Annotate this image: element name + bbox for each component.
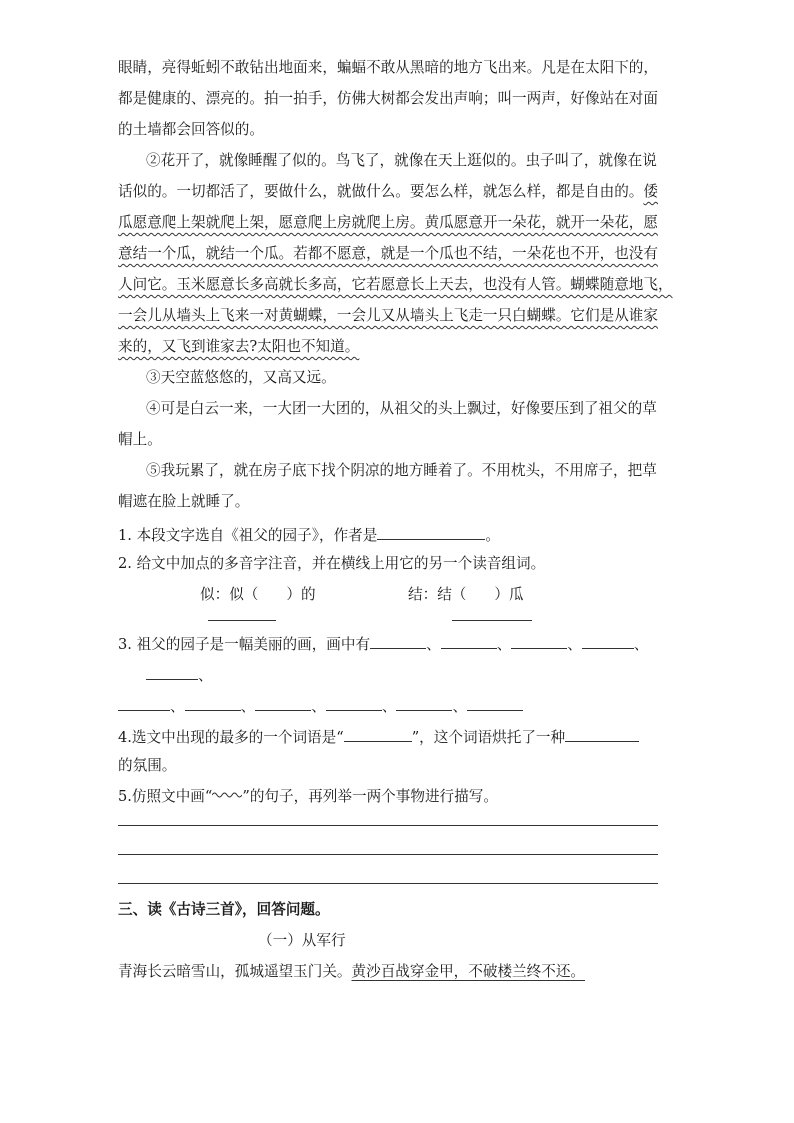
answer-blank[interactable] <box>255 694 311 711</box>
separator: 、 <box>452 698 468 715</box>
wavy-underlined-text: 倭 <box>643 183 658 200</box>
q2-left-end: ）的 <box>286 586 316 603</box>
separator: 、 <box>240 698 256 715</box>
answer-blank[interactable] <box>396 694 452 711</box>
answer-blank[interactable] <box>582 632 634 649</box>
answer-blank[interactable] <box>146 663 198 680</box>
question-2: 2. 给文中加点的多音字注音，并在横线上用它的另一个读音组词。 <box>118 555 546 572</box>
wavy-underlined-line: 瓜愿意爬上架就爬上架，愿意爬上房就爬上房。黄瓜愿意开一朵花，就开一朵花，愿 <box>118 214 658 231</box>
answer-blank[interactable] <box>344 725 412 742</box>
word-blank[interactable] <box>208 620 276 621</box>
question-text: 5.仿照文中画“ <box>118 788 213 805</box>
wavy-underlined-line: 意结一个瓜，就结一个瓜。若都不愿意，就是一个瓜也不结，一朵花也不开，也没有 <box>118 245 658 262</box>
question-text: ”的句子，再列举一两个事物进行描写。 <box>242 788 498 805</box>
wavy-underlined-line: 一会儿从墙头上飞来一对黄蝴蝶，一会儿又从墙头上飞走一只白蝴蝶。它们是从谁家 <box>118 307 658 324</box>
passage-line: 的土墙都会回答似的。 <box>118 121 264 138</box>
separator: 、 <box>426 636 441 653</box>
separator: 、 <box>633 636 649 653</box>
question-3-cont <box>118 694 523 717</box>
separator: 、 <box>170 698 185 715</box>
answer-blank[interactable] <box>441 632 497 649</box>
answer-blank[interactable] <box>377 523 485 540</box>
question-4 <box>118 725 639 748</box>
question-4-end: 的氛围。 <box>118 757 177 774</box>
passage-line <box>118 182 658 202</box>
answer-blank[interactable] <box>467 694 523 711</box>
q2-left-item <box>200 585 316 605</box>
question-1 <box>118 523 500 546</box>
passage-line: 眼睛，亮得蚯蚓不敢钻出地面来，蝙蝠不敢从黑暗的地方飞出来。凡是在太阳下的， <box>118 59 658 76</box>
word-blank[interactable] <box>452 620 532 621</box>
q2-left-label: 似：似（ <box>200 586 259 603</box>
poem-title: （一）从军行 <box>258 932 346 949</box>
question-text: 3. 祖父的园子是一幅美丽的画，画中有 <box>118 636 371 653</box>
question-3 <box>118 632 649 655</box>
question-3-cont <box>146 663 213 686</box>
section-title: 三、读《古诗三首》，回答问题。 <box>118 901 330 918</box>
separator: 、 <box>198 667 213 684</box>
separator: 、 <box>496 636 512 653</box>
answer-blank[interactable] <box>326 694 382 711</box>
wavy-line-icon <box>212 785 242 805</box>
separator: 、 <box>567 636 582 653</box>
answer-line[interactable] <box>118 854 658 855</box>
question-text: 1. 本段文字选自《祖父的园子》，作者是 <box>118 527 378 544</box>
q2-right-item <box>408 585 524 605</box>
separator: 、 <box>311 698 326 715</box>
passage-line: 帽上。 <box>118 431 162 448</box>
answer-blank[interactable] <box>370 632 426 649</box>
passage-line: ④可是白云一来，一大团一大团的，从祖父的头上飘过，好像要压到了祖父的草 <box>146 400 657 417</box>
passage-line: ③天空蓝悠悠的，又高又远。 <box>146 369 336 386</box>
wavy-underlined-line: 来的，又飞到谁家去?太阳也不知道。 <box>118 338 360 355</box>
wavy-underlined-line: 人问它。玉米愿意长多高就长多高，它若愿意长上天去，也没有人管。蝴蝶随意地飞， <box>118 276 673 293</box>
answer-line[interactable] <box>118 883 658 884</box>
q2-right-end: ）瓜 <box>494 586 524 603</box>
passage-line: 都是健康的、漂亮的。拍一拍手，仿佛大树都会发出声响；叫一两声，好像站在对面 <box>118 90 658 107</box>
answer-blank[interactable] <box>118 694 170 711</box>
question-end: 。 <box>485 527 500 544</box>
underlined-poem-text: 黄沙百战穿金甲，不破楼兰终不还。 <box>351 963 586 980</box>
question-5 <box>118 787 498 807</box>
passage-text: 话似的。一切都活了，要做什么，就做什么。要怎么样，就怎么样，都是自由的。 <box>118 183 644 200</box>
answer-blank[interactable] <box>511 632 567 649</box>
answer-blank[interactable] <box>185 694 241 711</box>
poem-line <box>118 962 585 982</box>
separator: 、 <box>381 698 397 715</box>
passage-line: ⑤我玩累了，就在房子底下找个阴凉的地方睡着了。不用枕头，不用席子，把草 <box>146 462 657 479</box>
passage-line: 帽遮在脸上就睡了。 <box>118 493 250 510</box>
q2-right-label: 结：结（ <box>408 586 467 603</box>
passage-line: ②花开了，就像睡醒了似的。鸟飞了，就像在天上逛似的。虫子叫了，就像在说 <box>146 152 657 169</box>
poem-text: 青海长云暗雪山，孤城遥望玉门关。 <box>118 963 352 980</box>
question-text: ”，这个词语烘托了一种 <box>411 729 566 746</box>
answer-line[interactable] <box>118 825 658 826</box>
answer-blank[interactable] <box>565 725 639 742</box>
question-text: 4.选文中出现的最多的一个词语是“ <box>118 729 344 746</box>
